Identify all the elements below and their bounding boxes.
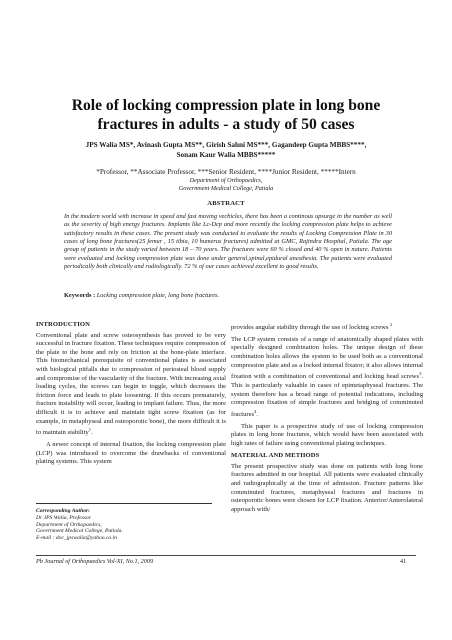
keywords-label: Keywords : — [64, 292, 96, 299]
college-name: Government Medical College, Patiala — [178, 184, 274, 192]
introduction-paragraph-1: Conventional plate and screw osteosynthesis has proved to be very successful in fracture fixation. These techniques require compression of the plate to the bone and rely on friction at the bone-plate interface. This biomechanical prerequisite of conventional plates is associated with biological pitfalls due to compression of periosteal blood supply and compromise of the vascularity of the fracture. With increasing axial loading cycles, the screws can begin to toggle, which decreases the friction force and leads to plate loosening. If this occurs prematurely, fracture instability will occur, leading to implant failure. Thus, the more difficult it is to achieve and maintain tight screw fixation (as for example, in metaphyseal and osteoporotic bone), the more difficult it is to maintain stability$^1$. — [36, 331, 226, 437]
right-column — [231, 321, 423, 517]
corr-line: Dr JPS Walia, Professor — [36, 514, 91, 521]
corr-line: Department of Orthopaedics, — [36, 521, 102, 528]
authors-line-2: Sonam Kaur Walia MBBS***** — [176, 151, 276, 159]
author-list — [50, 140, 402, 160]
methods-heading: MATERIAL AND METHODS — [231, 452, 320, 460]
introduction-heading: INTRODUCTION — [36, 321, 90, 328]
right-p2-text: The LCP system consists of a range of anatomically shaped plates with specially designed combination holes. The unique design of these combination holes allows the system to be used both as a conventional compression plate and as a locked internal fixator; it also allows internal fixation with a combination of conventional and locking head screws — [231, 335, 423, 381]
footer-journal-name: Pb Journal of Orthopaedics Vol-XI, No.1, 2009 — [36, 558, 154, 565]
corresponding-author-box — [36, 503, 212, 542]
introduction-paragraph-2: A newer concept of internal fixation, the locking compression plate (LCP) was introduced to overcome the drawbacks of conventional plating systems. This system — [36, 440, 226, 466]
left-column — [36, 321, 226, 470]
footer-divider — [36, 555, 416, 556]
article-title: Role of locking compression plate in long bone fractures in adults - a study of 50 cases — [71, 97, 381, 133]
abstract-text: In the modern world with increase in speed and fast moving vechicles, there has been a continous upsurge in the number as well as the severity of high energy fractures. Implants like Lc-Dcp and more recently the locking compression plate helps to achieve satisfactory results in these cases. The present study was conducted to evaluate the results of Locking Compression Plate in 30 cases of long bone fractures(25 femur , 15 tibia, 10 humerus fractures) admitted at GMC, Rajindra Hospital, Patiala. The age group of patients in the study varied between 18 – 70 years. The fractures were 60 % closed and 40 % open in nature. Patients were evaluated and locking compression plate was done under general,spinal,epidural anesthesia. The patients were evaluated periodically both clinically and radiologically. 72 % of our cases achieved excellent to good results. — [64, 213, 392, 271]
right-p1-text: provides angular stability through the use of locking screws — [231, 324, 389, 332]
keywords-text: Locking compression plate, long bone fractures. — [95, 292, 220, 299]
citation-ref: 3 — [419, 371, 422, 377]
right-paragraph-1 — [231, 321, 423, 333]
corresponding-author-title: Corresponding Author: — [36, 508, 91, 514]
author-roles: *Professor, **Associate Professor, ***Senior Resident, ****Junior Resident, *****Intern — [96, 168, 356, 176]
affiliations — [60, 168, 392, 192]
corr-line: Government Medical College, Patiala. — [36, 528, 123, 535]
citation-ref: 4 — [254, 408, 257, 414]
citation-ref: 1 — [88, 427, 91, 433]
keywords — [64, 292, 392, 300]
citation-ref: 2 — [390, 322, 393, 327]
page-number: 41 — [400, 558, 407, 565]
right-p2-tail: . This is particularly valuable in cases of epimetaphyseal fractures. The system therefore has a broad range of potential indications, including compression fixation of simple fractures and bridging of comminuted fractures — [231, 373, 423, 418]
right-paragraph-2: The LCP system consists of a range of anatomically shaped plates with specially designed combination holes. The unique design of these combination holes allows the system to be used both as a conventional compression plate and as a locked internal fixator; it also allows internal fixation with a combination of conventional and locking head screws$^3$. This is particularly valuable in cases of epimetaphyseal fractures. The system therefore has a broad range of potential indications, including compression fixation of simple fractures and bridging of comminuted fractures$^4$. — [231, 335, 423, 418]
department-name: Department of Orthopaedics, — [189, 177, 263, 184]
right-paragraph-3: This paper is a prospective study of use of locking compression plates in long bone fractures, which would have been associated with high rates of failure using conventional plating techniques. — [231, 422, 423, 447]
intro-p1-text: Conventional plate and screw osteosynthesis has proved to be very successful in fracture fixation. These techniques require compression of the plate to the bone and rely on friction at the bone-plate interface. This biomechanical prerequisite of conventional plates is associated with biological pitfalls due to compression of periosteal blood supply and compromise of the vascularity of the fracture. With increasing axial loading cycles, the screws can begin to toggle, which decreases the friction force and leads to plate loosening. If this occurs prematurely, fracture instability will occur, leading to implant failure. Thus, the more difficult it is to achieve and maintain tight screw fixation (as for example, in metaphyseal and osteoporotic bone), the more difficult it is to maintain stability — [36, 331, 226, 437]
methods-paragraph-1: The present prospective study was done on patients with long bone fractures admitted in our hospital. All patients were evaluated clinically and radiographically at the time of admission. Fracture patterns like comminuted fractures, metaphyseal fractures and fractures in osteoporotic bones were chosen for LCP fixation. Anterior/Anterolateral approach with/ — [231, 462, 423, 513]
corr-email: E-mail : doc_jpswalia@yahoo.co.in — [36, 535, 117, 542]
authors-line-1: JPS Walia MS*, Avinash Gupta MS**, Girish Sahni MS***, Gagandeep Gupta MBBS****, — [85, 141, 367, 149]
abstract-heading: ABSTRACT — [207, 200, 245, 207]
